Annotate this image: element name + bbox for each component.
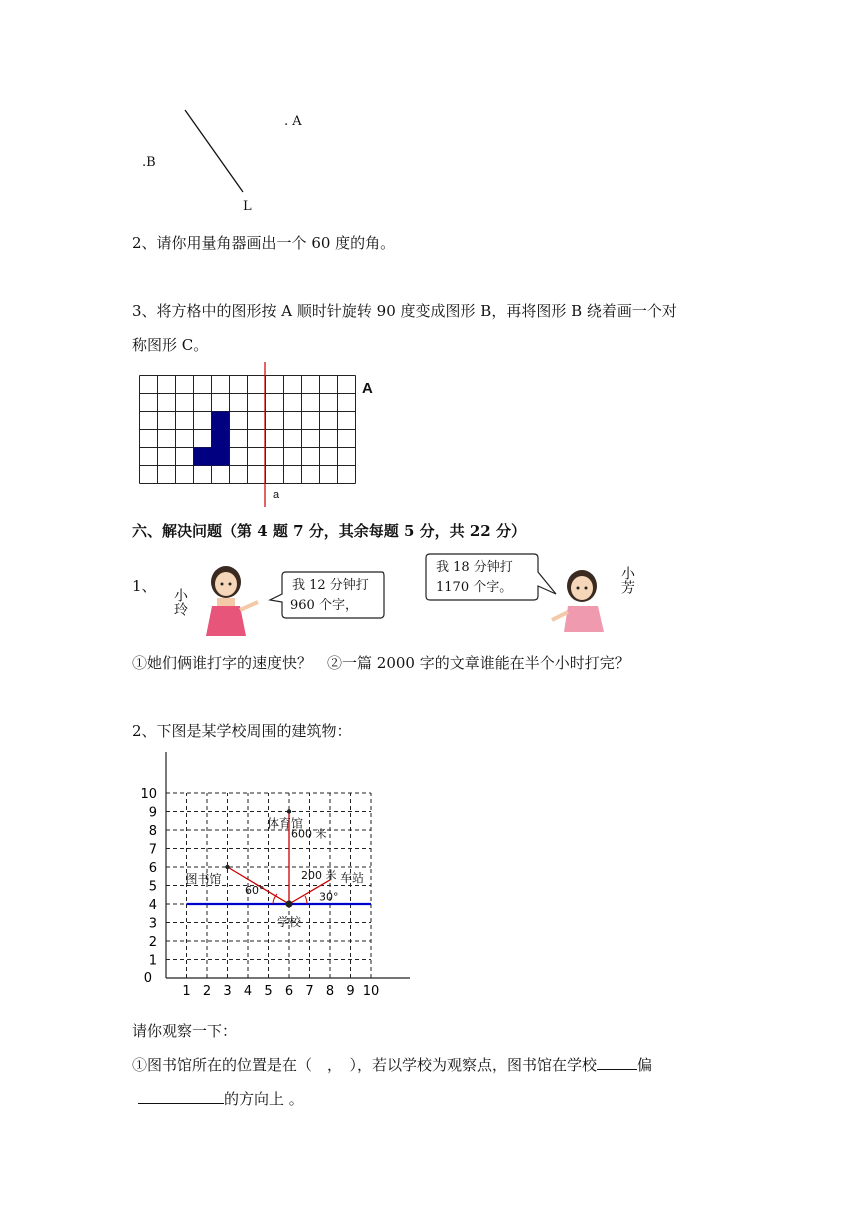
station-label: 车站 — [340, 870, 365, 885]
point-a-label: . A — [284, 114, 302, 129]
school-label: 学校 — [277, 915, 302, 929]
school-map-svg — [138, 748, 428, 1008]
y-tick-label: 6 — [148, 861, 157, 876]
bubble-2-line1: 我 18 分钟打 — [436, 560, 513, 575]
bubble-1-line2: 960 个字， — [290, 598, 358, 613]
answer-blank-1[interactable] — [597, 1055, 637, 1070]
shape-vertical — [212, 412, 230, 466]
angle-30-arc — [305, 896, 307, 904]
rotation-grid-svg — [136, 362, 386, 507]
x-tick-label: 7 — [305, 984, 314, 999]
observe-prompt: 请你观察一下： — [132, 1022, 238, 1040]
y-tick-label: 5 — [148, 879, 157, 895]
question-3-line2: 称图形 C。 — [132, 336, 209, 354]
x-tick-label: 2 — [202, 984, 212, 999]
library-point — [225, 865, 229, 869]
q1-text-part1: ①图书馆所在的位置是在（ ， ），若以学校为观察点，图书馆在学校 — [132, 1056, 598, 1074]
point-a-big-label: A — [362, 380, 373, 397]
x-tick-label: 9 — [346, 984, 355, 999]
x-tick-label: 8 — [325, 984, 335, 999]
y-tick-label: 8 — [148, 824, 157, 839]
x-tick-label: 1 — [182, 984, 191, 999]
question-3-line1: 3、将方格中的图形按 A 顺时针旋转 90 度变成图形 B，再将图形 B 绕着画一个对 — [132, 302, 677, 320]
x-tick-label: 6 — [284, 984, 294, 999]
answer-blank-2[interactable] — [138, 1089, 224, 1104]
speech-bubble-1 — [278, 570, 388, 620]
shape-foot — [194, 448, 212, 466]
axis-a-label: a — [273, 489, 280, 501]
line-l-label: L — [243, 199, 252, 214]
x-tick-label: 5 — [264, 984, 273, 999]
speech-bubble-2 — [424, 552, 544, 602]
library-label: 图书馆 — [185, 872, 222, 886]
y-tick-label: 9 — [148, 805, 157, 821]
y-tick-label: 2 — [148, 935, 157, 950]
problem-2-question-1-cont — [138, 1088, 304, 1109]
problem-1-number: 1、 — [132, 577, 157, 595]
question-2: 2、请你用量角器画出一个 60 度的角。 — [132, 234, 396, 252]
girl-1-name — [172, 588, 188, 620]
girl-1-name-text: 小玲 — [172, 588, 188, 616]
problem-2-question-1 — [132, 1054, 652, 1075]
gym-label: 体育馆 — [267, 816, 304, 831]
distance-200-label: 200 米 — [301, 869, 337, 883]
q1-text-part3: 的方向上 。 — [224, 1090, 304, 1108]
point-b-label: .B — [142, 155, 156, 170]
section-6-heading: 六、解决问题（第 4 题 7 分，其余每题 5 分，共 22 分） — [132, 522, 526, 540]
origin-label: 0 — [143, 971, 152, 986]
problem-1-questions: ①她们俩谁打字的速度快？ ②一篇 2000 字的文章谁能在半个小时打完？ — [132, 654, 630, 672]
girl-1-illustration — [198, 562, 268, 640]
girl-2-illustration — [548, 568, 614, 634]
bubble-2-line2: 1170 个字。 — [436, 580, 513, 595]
distance-600-label: 600 米 — [291, 827, 327, 841]
y-tick-label: 1 — [148, 953, 157, 969]
problem-2-title: 2、下图是某学校周围的建筑物： — [132, 722, 352, 740]
angle-30-label: 30° — [319, 890, 339, 904]
angle-60-label: 60° — [245, 883, 265, 897]
x-tick-label: 10 — [362, 984, 380, 999]
bubble-1-line1: 我 12 分钟打 — [292, 578, 369, 593]
gym-point — [287, 809, 291, 813]
figure-line-l — [130, 100, 330, 220]
q1-text-part2: 偏 — [637, 1056, 653, 1074]
y-tick-label: 10 — [140, 787, 157, 802]
y-tick-label: 3 — [148, 916, 157, 932]
rotation-grid-figure — [136, 362, 386, 507]
girl-2-name — [619, 566, 635, 598]
x-tick-label: 4 — [243, 984, 253, 999]
girl-2-name-text: 小芳 — [619, 566, 635, 594]
line-l — [185, 110, 243, 192]
x-tick-label: 3 — [223, 984, 232, 999]
school-map — [138, 748, 428, 1008]
school-point — [286, 901, 293, 908]
y-tick-label: 4 — [148, 898, 157, 913]
y-tick-label: 7 — [148, 842, 157, 858]
